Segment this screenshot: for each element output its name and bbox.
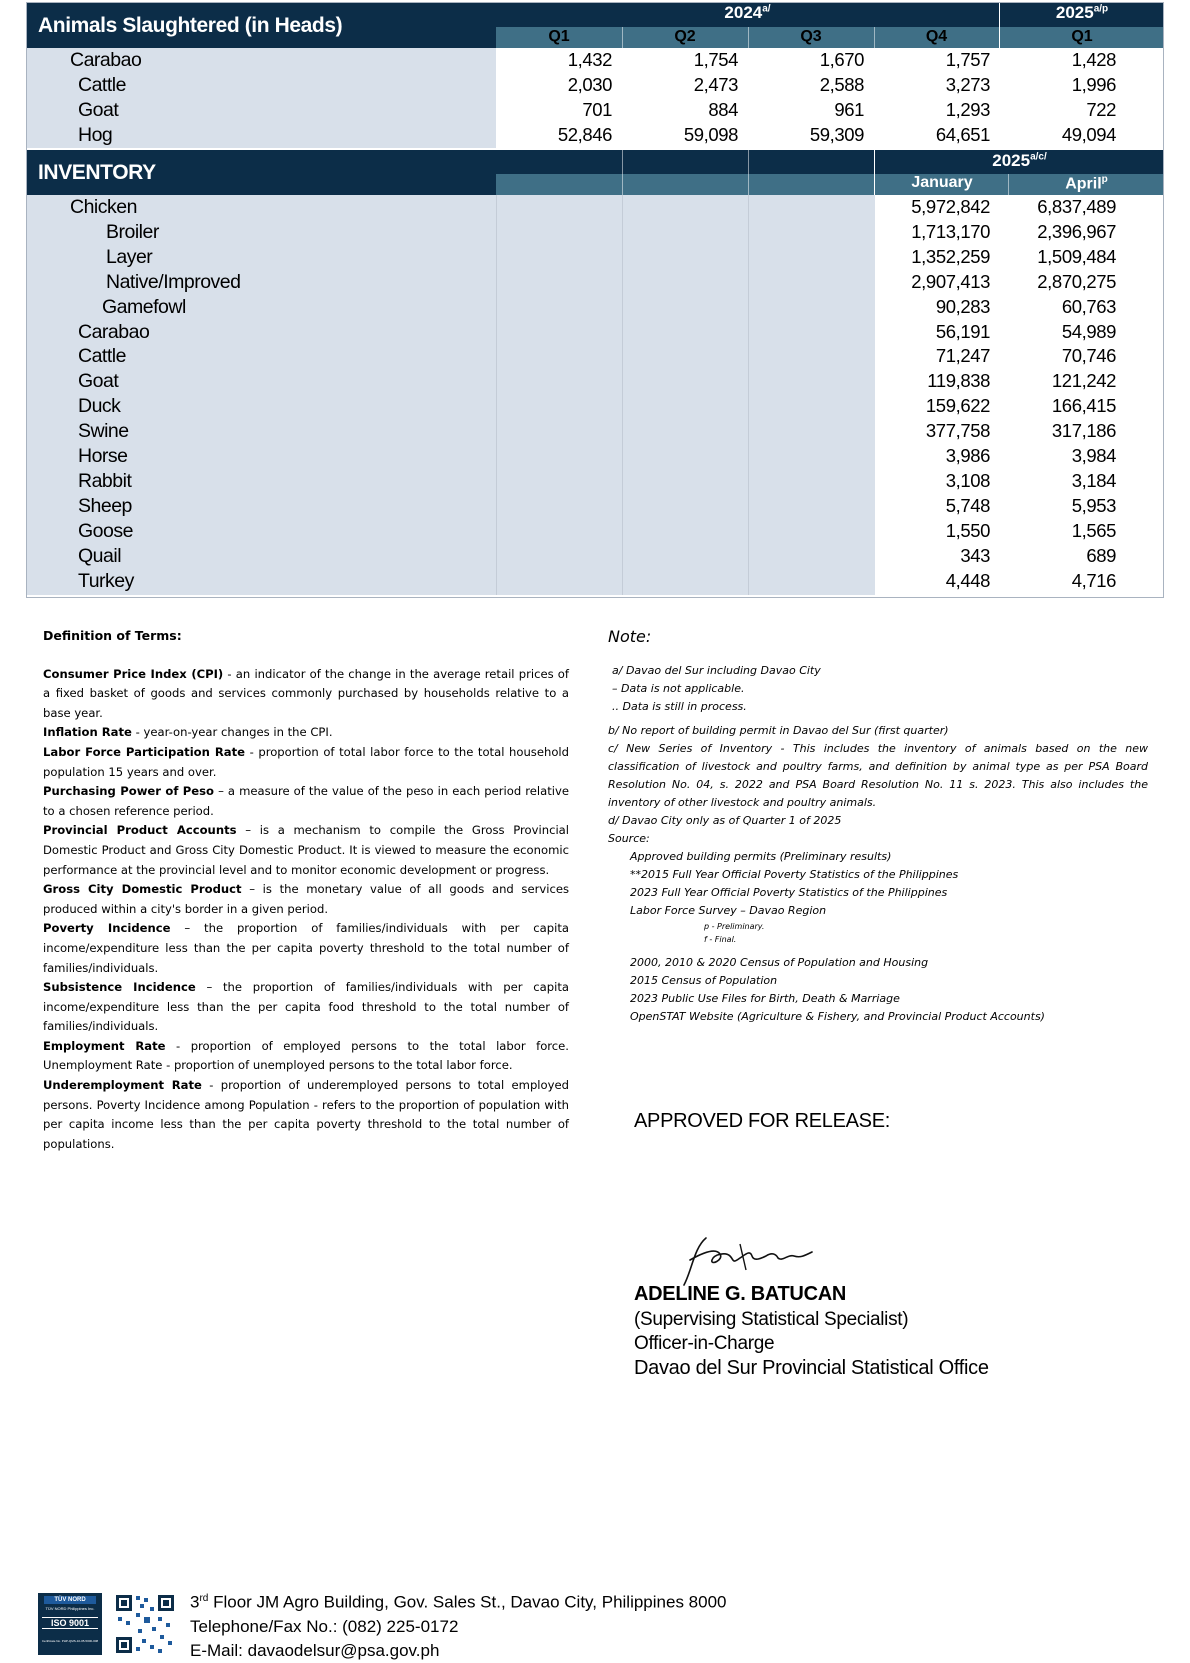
quarter-label-4: Q4 — [925, 28, 948, 45]
source-item: Approved building permits (Preliminary results) — [630, 850, 892, 863]
note-line: .. Data is still in process. — [612, 700, 747, 713]
row-label: Hog — [78, 124, 113, 146]
inventory-row — [26, 320, 1163, 345]
cell-january: 1,352,259 — [911, 245, 990, 267]
inventory-row — [26, 519, 1163, 544]
row-label: Quail — [78, 544, 122, 567]
source-item: 2015 Census of Population — [630, 974, 778, 987]
definition-text: - proportion of total labor force to the total household population 15 years and over. — [43, 744, 569, 779]
cell-value: 1,996 — [1071, 74, 1116, 95]
definition-term: Inflation Rate — [43, 725, 132, 740]
cell-january: 1,550 — [945, 519, 990, 541]
inventory-row — [26, 295, 1163, 320]
source-item: 2000, 2010 & 2020 Census of Population and Housing — [630, 956, 929, 969]
year-2024-label: $2024^{a/}$ — [724, 3, 771, 22]
definition-item — [43, 665, 569, 724]
cell-april: 5,953 — [1071, 494, 1116, 516]
cell-january: 159,622 — [925, 395, 990, 417]
slaughter-row — [26, 48, 1163, 73]
definition-item — [43, 1037, 569, 1076]
cell-april: 2,870,275 — [1037, 270, 1116, 292]
signature-image — [654, 1230, 834, 1290]
cell-value: 1,432 — [567, 49, 612, 70]
inventory-row — [26, 195, 1163, 220]
cell-april: 54,989 — [1061, 320, 1116, 342]
footer-address: 3rd Floor JM Agro Building, Gov. Sales St., Davao City, Philippines 8000 — [190, 1592, 727, 1612]
source-item: 2023 Full Year Official Poverty Statistics of the Philippines — [630, 886, 948, 899]
definition-item — [43, 919, 569, 978]
definition-text: – is the monetary value of all goods and services produced within a city's border in a given period. — [43, 882, 569, 916]
cell-value: 59,309 — [809, 124, 864, 145]
cell-january: 5,972,842 — [911, 196, 990, 217]
note-line: c/ New Series of Inventory - This includes the inventory of animals based on the new classification of livestock and poultry farms, and definition by animal type as per PSA Board Resolution No. 04, s. 2022 and PSA Board Resolution No. 11 s. 2023. This also includes the inventory of other livestock and poultry animals. — [608, 742, 1148, 809]
cell-value: 1,754 — [693, 49, 738, 70]
row-label: Horse — [78, 445, 128, 467]
definition-text: - an indicator of the change in the average retail prices of a fixed basket of goods and services commonly purchased by households relative to a base year. — [43, 666, 569, 720]
cell-april: 1,565 — [1071, 519, 1116, 541]
inventory-header — [26, 150, 1163, 195]
inventory-row — [26, 444, 1163, 469]
slaughter-row — [26, 73, 1163, 98]
cell-april: 6,837,489 — [1037, 196, 1116, 217]
inventory-row — [26, 494, 1163, 519]
definition-of-terms — [43, 626, 569, 1154]
cell-april: 1,509,484 — [1037, 245, 1116, 267]
definition-term: Purchasing Power of Peso — [43, 784, 215, 799]
tuv-iso-logo: TÜV NORD TÜV NORD Philippines Inc. ISO 9001 Certificate No. PHP-QMS-10-05-5000-008 — [38, 1593, 102, 1655]
cell-april: 3,184 — [1071, 469, 1116, 491]
signer-name: ADELINE G. BATUCAN — [634, 1283, 847, 1305]
cell-value: 1,293 — [945, 99, 990, 120]
row-label: Goose — [78, 519, 133, 542]
definition-term: Underemployment Rate — [43, 1078, 202, 1093]
slaughter-row — [26, 123, 1163, 148]
inventory-row — [26, 245, 1163, 270]
cell-april: 2,396,967 — [1037, 220, 1116, 242]
signer-role: Officer-in-Charge — [634, 1333, 775, 1354]
cell-value: 722 — [1086, 99, 1116, 120]
cell-january: 1,713,170 — [911, 220, 990, 242]
approval-heading: APPROVED FOR RELEASE: — [634, 1110, 890, 1132]
definition-item — [43, 723, 569, 743]
cell-value: 961 — [834, 99, 864, 120]
cell-january: 3,108 — [945, 469, 990, 491]
definition-item — [43, 821, 569, 880]
qr-code-icon — [114, 1593, 176, 1655]
definition-term: Subsistence Incidence — [43, 980, 196, 995]
cell-april: 4,716 — [1071, 569, 1116, 591]
cell-value: 59,098 — [683, 124, 738, 145]
cell-april: 166,415 — [1051, 395, 1116, 417]
definitions-heading: Definition of Terms: — [43, 628, 182, 643]
inventory-row — [26, 344, 1163, 369]
definition-text: – a measure of the value of the peso in each period relative to a chosen reference period. — [43, 784, 569, 818]
cell-value: 1,757 — [945, 49, 990, 70]
cell-april: 121,242 — [1051, 370, 1116, 392]
definition-item — [43, 880, 569, 919]
source-item: OpenSTAT Website (Agriculture & Fishery, and Provincial Product Accounts) — [630, 1010, 1045, 1023]
definition-text: – the proportion of families/individuals with per capita income/expenditure less than the per capita poverty threshold to the total number of families/individuals. — [43, 921, 569, 975]
row-label: Carabao — [70, 49, 142, 71]
signer-position: (Supervising Statistical Specialist) — [634, 1309, 909, 1330]
inventory-row — [26, 569, 1163, 594]
approval-block — [634, 1110, 1134, 1379]
definition-term: Provincial Product Accounts — [43, 823, 237, 838]
cell-january: 4,448 — [945, 569, 990, 591]
cell-january: 3,986 — [945, 445, 990, 466]
definition-item — [43, 978, 569, 1037]
row-label: Swine — [78, 420, 129, 443]
row-label: Turkey — [78, 569, 134, 592]
quarter-label-5: Q1 — [1071, 28, 1093, 45]
cell-january: 2,907,413 — [911, 270, 990, 292]
footer-contact — [190, 1587, 727, 1663]
cell-value: 2,030 — [567, 74, 612, 95]
inventory-row — [26, 394, 1163, 419]
signer-office: Davao del Sur Provincial Statistical Office — [634, 1357, 989, 1379]
row-label: Broiler — [106, 220, 159, 243]
row-label: Chicken — [70, 196, 137, 218]
definition-term: Consumer Price Index (CPI) — [43, 666, 224, 681]
inventory-row — [26, 369, 1163, 394]
definition-text: - year-on-year changes in the CPI. — [131, 725, 333, 740]
row-label: Duck — [78, 395, 121, 418]
row-label: Carabao — [78, 320, 150, 343]
col-january: January — [911, 174, 973, 191]
cell-value: 2,473 — [693, 74, 738, 95]
cell-value: 64,651 — [935, 124, 990, 145]
legend-final: f - Final. — [704, 935, 737, 944]
footer-email: E-Mail: davaodelsur@psa.gov.ph — [190, 1640, 440, 1660]
footer — [38, 1585, 1138, 1660]
definition-text: – the proportion of families/individuals with per capita income/expenditure less than the per capita food threshold to the total number of families/individuals. — [43, 980, 569, 1034]
source-item: Labor Force Survey – Davao Region — [630, 904, 827, 917]
col-april: April$^p$ — [1065, 174, 1108, 193]
inventory-row — [26, 270, 1163, 295]
definition-term: Employment Rate — [43, 1038, 166, 1053]
source-item: 2023 Public Use Files for Birth, Death & Marriage — [630, 992, 900, 1005]
cell-value: 701 — [582, 99, 612, 120]
definition-text: – is a mechanism to compile the Gross Provincial Domestic Product and Gross City Domestic Product. It is viewed to measure the economic performance at the provincial level and to monitor economic development or progress. — [43, 823, 569, 877]
row-label: Sheep — [78, 494, 132, 517]
cell-value: 2,588 — [819, 74, 864, 95]
row-label: Layer — [106, 245, 153, 268]
cell-january: 90,283 — [935, 295, 990, 317]
row-label: Goat — [78, 99, 119, 121]
row-label: Goat — [78, 370, 119, 393]
slaughter-row — [26, 98, 1163, 123]
note-line: – Data is not applicable. — [612, 682, 745, 695]
source-label: Source: — [608, 832, 650, 845]
notes-section — [608, 628, 1148, 1026]
year-2025-label: $2025^{a/p}$ — [1055, 3, 1109, 22]
row-label: Gamefowl — [102, 295, 186, 318]
footer-phone: Telephone/Fax No.: (082) 225-0172 — [190, 1616, 459, 1636]
cell-april: 3,984 — [1071, 445, 1116, 466]
quarter-label-1: Q1 — [548, 28, 570, 45]
cell-april: 60,763 — [1061, 295, 1116, 317]
cell-value: 3,273 — [945, 74, 990, 95]
inventory-row — [26, 544, 1163, 569]
definition-term: Poverty Incidence — [43, 921, 171, 936]
quarter-label-3: Q3 — [800, 28, 822, 45]
cell-value: 1,428 — [1071, 49, 1116, 70]
slaughter-title: Animals Slaughtered (in Heads) — [38, 14, 343, 37]
cell-january: 5,748 — [945, 494, 990, 516]
row-label: Rabbit — [78, 469, 132, 492]
notes-title: Note: — [608, 627, 652, 646]
source-item: **2015 Full Year Official Poverty Statistics of the Philippines — [630, 868, 959, 881]
inventory-title: INVENTORY — [38, 161, 156, 184]
definition-term: Labor Force Participation Rate — [43, 744, 245, 759]
inventory-row — [26, 220, 1163, 245]
inventory-year-label: $2025^{a/c/}$ — [992, 151, 1047, 170]
inventory-row — [26, 469, 1163, 494]
row-label: Cattle — [78, 74, 126, 96]
definition-item — [43, 743, 569, 782]
cell-january: 343 — [960, 544, 990, 566]
cell-january: 119,838 — [927, 370, 990, 392]
cell-january: 56,191 — [935, 320, 990, 342]
inventory-row — [26, 419, 1163, 444]
note-line: b/ No report of building permit in Davao del Sur (first quarter) — [608, 724, 949, 737]
definition-text: - proportion of underemployed persons to total employed persons. Poverty Incidence among Population - refers to the proportion of population with per capita income less than the per capita poverty threshold to the total number of populations. — [43, 1078, 569, 1151]
cell-april: 689 — [1086, 544, 1116, 566]
cell-value: 49,094 — [1061, 124, 1116, 145]
cell-value: 52,846 — [557, 124, 612, 145]
cell-january: 71,247 — [935, 345, 990, 367]
definition-item — [43, 1076, 569, 1154]
note-line: d/ Davao City only as of Quarter 1 of 2025 — [608, 814, 842, 827]
cell-april: 70,746 — [1061, 345, 1116, 367]
cell-april: 317,186 — [1051, 420, 1116, 442]
definition-text: - proportion of employed persons to the total labor force. Unemployment Rate - proportion of unemployed persons to the total labor force. — [43, 1038, 569, 1073]
legend-preliminary: p - Preliminary. — [704, 922, 765, 931]
note-line: a/ Davao del Sur including Davao City — [612, 664, 821, 677]
definition-item — [43, 782, 569, 821]
cell-january: 377,758 — [925, 420, 990, 442]
cell-value: 884 — [708, 99, 738, 120]
row-label: Cattle — [78, 345, 126, 368]
row-label: Native/Improved — [106, 270, 241, 293]
definition-term: Gross City Domestic Product — [43, 882, 242, 897]
quarter-label-2: Q2 — [674, 28, 696, 45]
cell-value: 1,670 — [819, 49, 864, 70]
